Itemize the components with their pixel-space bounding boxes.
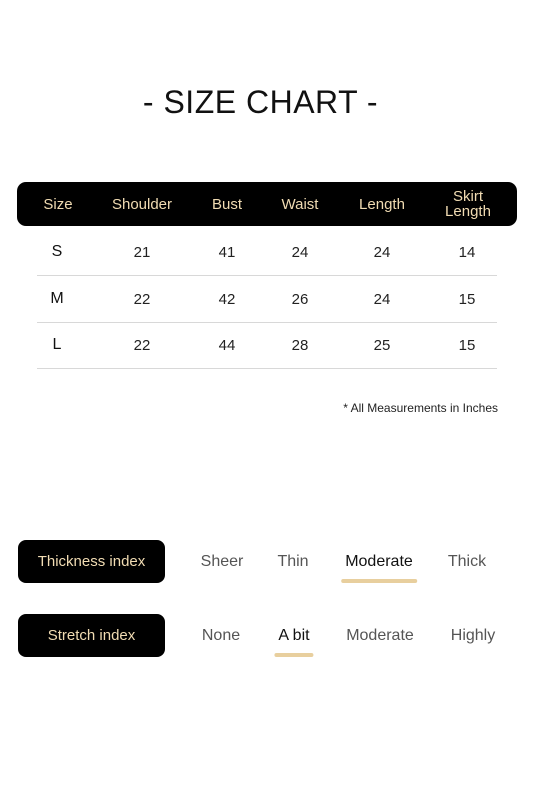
table-row	[37, 276, 497, 323]
stretch-option-label: Highly	[450, 626, 496, 644]
stretch-option-label: None	[201, 626, 241, 644]
selected-underline	[274, 653, 313, 657]
stretch-option-moderate	[346, 614, 414, 657]
thickness-index-label: Thickness index	[18, 540, 165, 583]
cell-length: 25	[373, 336, 391, 354]
stretch-option-highly	[451, 614, 495, 657]
measurement-note: * All Measurements in Inches	[343, 401, 498, 415]
cell-shoulder: 21	[133, 243, 151, 261]
thickness-option-label: Thin	[277, 552, 309, 570]
stretch-option-label: Moderate	[346, 626, 414, 644]
cell-waist: 24	[291, 243, 309, 261]
cell-bust: 41	[218, 243, 236, 261]
cell-skirt-length: 15	[458, 290, 476, 308]
cell-skirt-length: 15	[458, 336, 476, 354]
cell-size: L	[52, 336, 62, 353]
header-waist: Waist	[281, 195, 319, 213]
selected-underline	[341, 579, 417, 583]
cell-size: M	[50, 290, 64, 307]
stretch-option-a-bit	[278, 614, 309, 657]
thickness-option-thick	[448, 540, 486, 583]
thickness-option-label: Thick	[447, 552, 487, 570]
thickness-option-thin	[277, 540, 308, 583]
thickness-option-label: Moderate	[345, 552, 413, 570]
cell-length: 24	[373, 243, 391, 261]
table-header	[17, 182, 517, 226]
header-skirt-length-line2: Length	[445, 203, 491, 220]
header-length: Length	[359, 195, 405, 213]
cell-shoulder: 22	[133, 336, 151, 354]
cell-size: S	[51, 243, 63, 260]
cell-waist: 26	[291, 290, 309, 308]
header-bust: Bust	[211, 195, 243, 213]
cell-length: 24	[373, 290, 391, 308]
stretch-option-label: A bit	[278, 626, 310, 644]
cell-shoulder: 22	[133, 290, 151, 308]
cell-skirt-length: 14	[458, 243, 476, 261]
table-row	[37, 229, 497, 276]
header-skirt-length	[445, 182, 491, 226]
stretch-option-none	[202, 614, 240, 657]
header-shoulder: Shoulder	[111, 195, 173, 213]
stretch-index-label: Stretch index	[18, 614, 165, 657]
cell-bust: 42	[218, 290, 236, 308]
page-title: - SIZE CHART -	[142, 84, 379, 120]
thickness-option-sheer	[201, 540, 244, 583]
thickness-option-moderate	[345, 540, 413, 583]
table-row	[37, 322, 497, 369]
header-skirt-length-line1: Skirt	[452, 188, 483, 205]
cell-bust: 44	[218, 336, 236, 354]
header-size: Size	[43, 195, 73, 213]
thickness-option-label: Sheer	[200, 552, 244, 570]
cell-waist: 28	[291, 336, 309, 354]
